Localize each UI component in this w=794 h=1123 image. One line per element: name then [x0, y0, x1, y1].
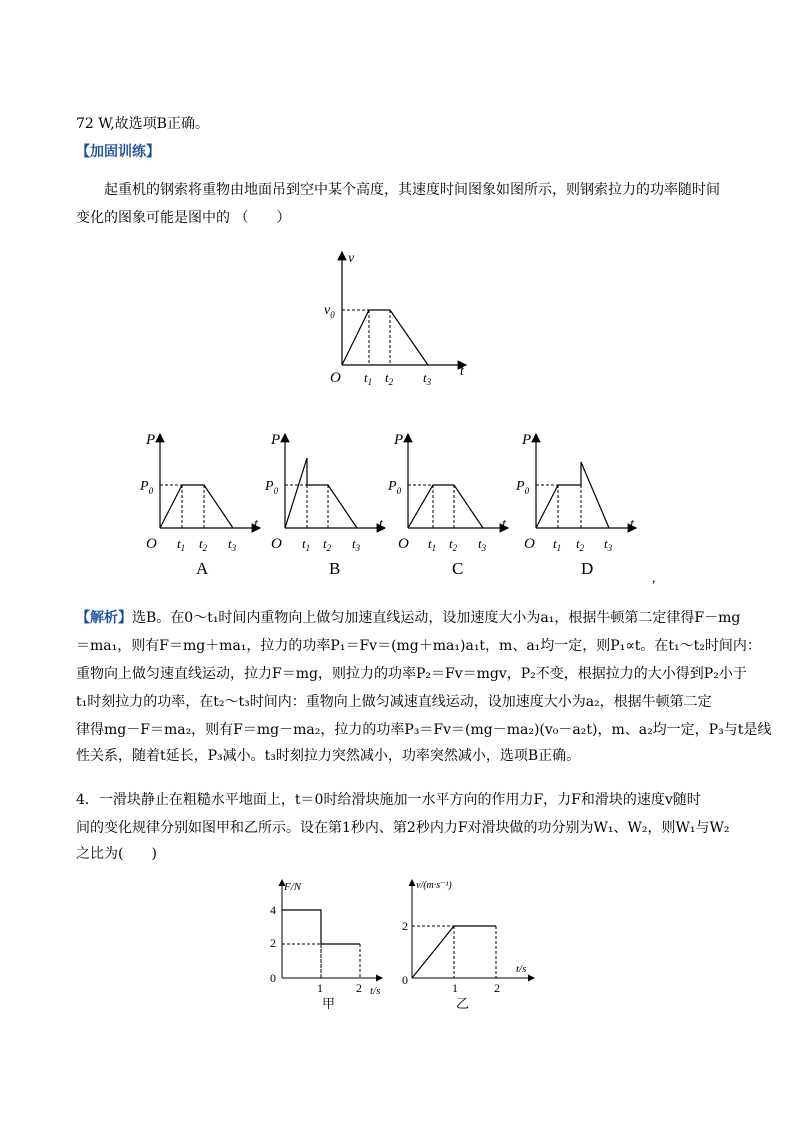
- option-a-tick-t3: $t_3$: [228, 536, 237, 553]
- graph-jia: [260, 874, 390, 1014]
- option-c-origin: O: [398, 536, 409, 552]
- jia-plot: [282, 910, 360, 978]
- vt-origin: O: [330, 370, 341, 386]
- yi-x-label: t/s: [516, 963, 527, 975]
- problem4-line-1: 4．一滑块静止在粗糙水平地面上，t＝0时给滑块施加一水平方向的作用力F，力F和滑块的速度v随时: [76, 792, 701, 808]
- option-c-p0: $P_0$: [388, 479, 402, 496]
- option-d-origin: O: [524, 536, 535, 552]
- analysis-line-5: 律得mg－F＝ma₂，则有F＝mg－ma₂，拉力的功率P₃＝Fv＝(mg－ma₂)(v₀－a₂t)，m、a₂均一定，P₃与t是线: [76, 722, 772, 738]
- option-a-x-label: t: [254, 517, 258, 532]
- option-d-letter: D: [581, 559, 594, 578]
- option-a-tick-t2: $t_2$: [199, 536, 208, 553]
- yi-plot: [412, 926, 496, 978]
- jia-x-label: t/s: [370, 985, 381, 997]
- option-a-origin: O: [146, 536, 157, 552]
- option-graphs: [140, 424, 665, 584]
- option-d-p0: $P_0$: [516, 479, 530, 496]
- vt-y-label: v: [348, 251, 355, 266]
- vt-graph: [318, 244, 478, 389]
- analysis-line-1: 【解析】选B。在0～t₁时间内重物向上做匀加速直线运动，设加速度大小为a₁，根据牛顿第二定律得F－mg: [76, 610, 741, 626]
- vt-tick-t1: $t_1$: [364, 370, 373, 387]
- option-b-origin: O: [271, 536, 282, 552]
- vt-x-label: t: [460, 364, 464, 379]
- vt-v0-label: $v_0$: [324, 303, 335, 320]
- option-a-y-label: P: [146, 432, 156, 448]
- jia-ytick-0: 0: [270, 971, 276, 985]
- jia-caption: 甲: [322, 996, 336, 1011]
- problem4-line-3: 之比为( ): [76, 846, 157, 862]
- trailing-comma: ,: [652, 571, 656, 584]
- option-b-y-label: P: [271, 432, 281, 448]
- yi-caption: 乙: [456, 996, 470, 1011]
- option-a-tick-t1: $t_1$: [177, 536, 186, 553]
- problem4-line-2: 间的变化规律分别如图甲和乙所示。设在第1秒内、第2秒内力F对滑块做的功分别为W₁、W₂，则W₁与W₂: [76, 820, 730, 836]
- option-b-letter: B: [329, 559, 341, 578]
- vt-tick-t2: $t_2$: [385, 370, 394, 387]
- option-d-tick-t2: $t_2$: [576, 536, 585, 553]
- option-d-tick-t3: $t_3$: [604, 536, 613, 553]
- section-label: 【加固训练】: [76, 144, 160, 160]
- option-a-p0: $P_0$: [140, 479, 154, 496]
- yi-xtick-2: 2: [494, 981, 500, 995]
- analysis-label: 【解析】: [76, 610, 132, 626]
- option-c-y-label: P: [394, 432, 404, 448]
- option-b-graph: [264, 432, 385, 578]
- analysis-line-6: 性关系，随着t延长，P₃减小。t₃时刻拉力突然减小，功率突然减小，选项B正确。: [76, 748, 581, 764]
- jia-xtick-1: 1: [317, 981, 323, 995]
- graph-yi: [396, 874, 546, 1014]
- option-b-p0: $P_0$: [265, 479, 279, 496]
- option-d-y-label: P: [522, 432, 532, 448]
- yi-y-label: v/(m·s⁻¹): [416, 880, 452, 891]
- option-b-tick-t2: $t_2$: [323, 536, 332, 553]
- jia-y-label: F/N: [284, 881, 302, 893]
- question-line-2: 变化的图象可能是图中的 （ ）: [76, 210, 291, 226]
- yi-xtick-1: 1: [452, 981, 458, 995]
- option-a-letter: A: [196, 559, 209, 578]
- intro-line: 72 W,故选项B正确。: [76, 116, 209, 132]
- option-c-tick-t3: $t_3$: [478, 536, 487, 553]
- vt-line: [342, 310, 428, 365]
- option-b-tick-t1: $t_1$: [302, 536, 311, 553]
- option-d-x-label: t: [630, 517, 634, 532]
- analysis-line-3: 重物向上做匀速直线运动，拉力F＝mg，则拉力的功率P₂＝Fv＝mgv，P₂不变，根据拉力的大小得到P₂小于: [76, 666, 747, 682]
- option-b-x-label: t: [379, 517, 383, 532]
- option-d-graph: [515, 432, 636, 578]
- option-d-tick-t1: $t_1$: [553, 536, 562, 553]
- option-c-tick-t2: $t_2$: [449, 536, 458, 553]
- analysis-line-2: ＝ma₁，则有F＝mg＋ma₁，拉力的功率P₁＝Fv＝(mg＋ma₁)a₁t，m、a₁均一定，则P₁∝t。在t₁～t₂时间内：: [76, 638, 761, 654]
- jia-xtick-2: 2: [356, 981, 362, 995]
- option-a-graph: [140, 432, 260, 578]
- option-c-graph: [387, 432, 508, 578]
- jia-ytick-4: 4: [270, 903, 276, 917]
- option-c-x-label: t: [502, 517, 506, 532]
- yi-ytick-2: 2: [402, 919, 408, 933]
- option-b-tick-t3: $t_3$: [352, 536, 361, 553]
- option-c-letter: C: [452, 559, 464, 578]
- option-c-tick-t1: $t_1$: [428, 536, 437, 553]
- jia-ytick-2: 2: [270, 936, 276, 950]
- vt-tick-t3: $t_3$: [423, 370, 432, 387]
- yi-ytick-0: 0: [402, 973, 408, 987]
- analysis-line-4: t₁时刻拉力的功率，在t₂～t₃时间内：重物向上做匀减速直线运动，设加速度大小为a₂，根据牛顿第二定: [76, 694, 712, 710]
- question-line-1: 起重机的钢索将重物由地面吊到空中某个高度，其速度时间图象如图所示，则钢索拉力的功率随时间: [104, 182, 720, 198]
